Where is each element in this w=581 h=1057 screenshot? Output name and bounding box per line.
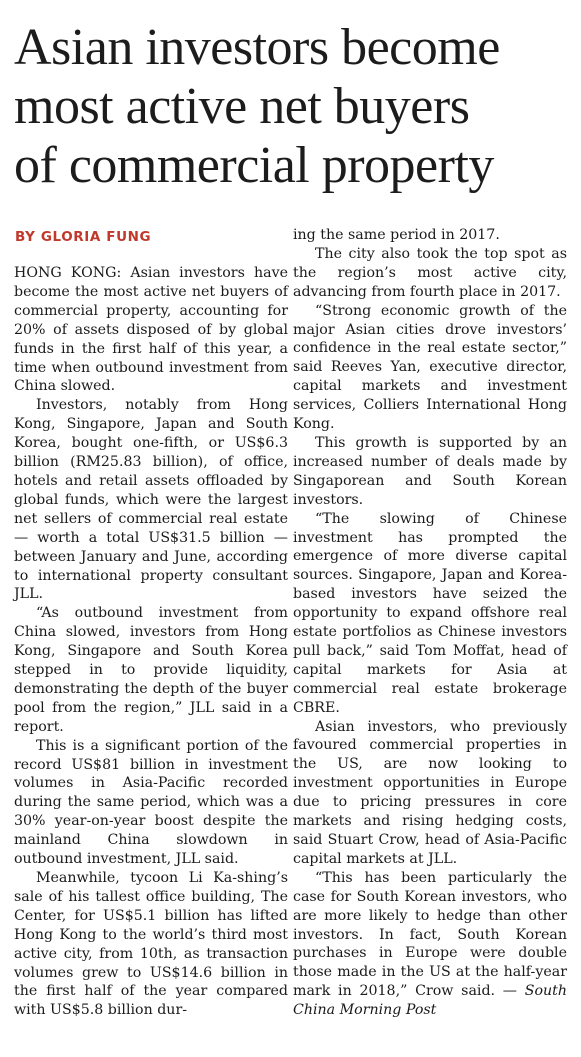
article-column-right [293, 226, 567, 1020]
headline-line-3: of commercial property [14, 137, 494, 194]
paragraph-1: HONG KONG: Asian investors have become the most active net buyers of commercial property, accounting for 20% of assets disposed of by global funds in the first half of this year, a time when outbound investment from China slowed. [14, 265, 288, 395]
paragraph-8: This growth is supported by an increased number of deals made by Singaporean and South Korean investors. [293, 434, 567, 508]
paragraph-4: This is a significant portion of the record US$81 billion in investment volumes in Asia-Pacific recorded during the same period, which was a 30% year-on-year boost despite the mainland China slowdown in outbound investment, JLL said. [14, 737, 288, 868]
paragraph-10: Asian investors, who previously favoured commercial properties in the US, are now looking to investment opportunities in Europe due to pricing pressures in core markets and rising hedging costs, said Stuart Crow, head of Asia-Pacific capital markets at JLL. [293, 718, 567, 867]
paragraph-11 [293, 869, 567, 1020]
byline: BY GLORIA FUNG [15, 229, 152, 245]
headline [14, 18, 574, 195]
article-column-left [14, 264, 288, 1020]
paragraph-9: “The slowing of Chinese investment has prompted the emergence of more diverse capital sources. Singapore, Japan and Korea-based investors have seized the opportunity to expand offshore real estate portfolios as Chinese investors pull back,” said Tom Moffat, head of capital markets for Asia at commercial real estate brokerage CBRE. [293, 510, 567, 716]
source-credit: South China Morning Post [293, 983, 568, 1019]
paragraph-11-text: “This has been particularly the case for South Korean investors, who are more likely to hedge than other investors. In fact, South Korean purchases in Europe were double those made in the US at the half-year mark in 2018,” Crow said. — [293, 869, 567, 1000]
headline-line-2: most active net buyers [14, 78, 470, 135]
paragraph-6: The city also took the top spot as the region’s most active city, advancing from fourth place in 2017. [293, 245, 567, 300]
paragraph-5: Meanwhile, tycoon Li Ka-shing’s sale of his tallest office building, The Center, for US$5.1 billion has lifted Hong Kong to the world’s third most active city, from 10th, as transaction volumes grew to US$14.6 billion in the first half of the year compared with US$5.8 billion dur- [14, 870, 288, 1019]
paragraph-7: “Strong economic growth of the major Asian cities drove investors’ confidence in the real estate sector,” said Reeves Yan, executive director, capital markets and investment services, Colliers International Hong Kong. [293, 302, 567, 433]
paragraph-3: “As outbound investment from China slowed, investors from Hong Kong, Singapore and South Korea stepped in to provide liquidity, demonstrating the depth of the buyer pool from the region,” JLL said in a report. [14, 605, 288, 735]
paragraph-5-continued: ing the same period in 2017. [293, 227, 500, 243]
paragraph-2: Investors, notably from Hong Kong, Singapore, Japan and South Korea, bought one-fifth, or US$6.3 billion (RM25.83 billion), of office, hotels and retail assets offloaded by global funds, which were the largest net sellers of commercial real estate — worth a total US$31.5 billion — between January and June, according to international property consultant JLL. [14, 397, 288, 603]
headline-line-1: Asian investors become [14, 19, 500, 76]
